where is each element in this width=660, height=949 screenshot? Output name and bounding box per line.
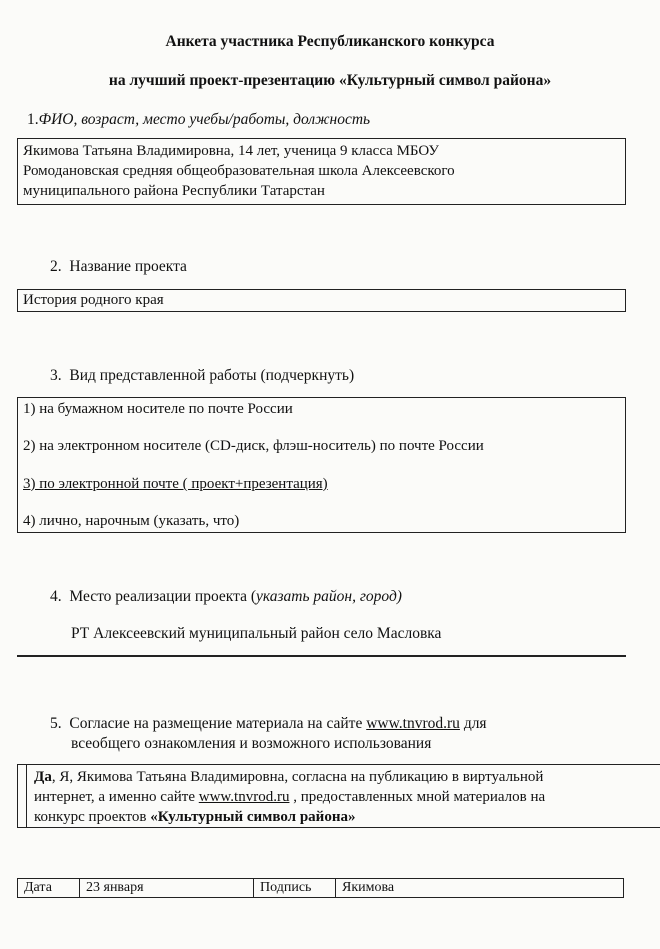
question-3-options-box	[17, 397, 626, 533]
form-subtitle: на лучший проект-презентацию «Культурный символ района»	[108, 72, 552, 89]
question-2	[50, 258, 187, 276]
consent-text-2-end: , предоставленных мной материалов на	[289, 789, 546, 805]
consent-text-1: , Я, Якимова Татьяна Владимировна, согласна на публикацию в виртуальной	[51, 769, 544, 785]
signature-value[interactable]: Якимова	[342, 880, 395, 895]
consent-line-3	[34, 809, 355, 826]
question-1-number: 1.	[27, 111, 39, 128]
date-label: Дата	[18, 879, 80, 897]
consent-box	[17, 764, 660, 828]
consent-text-2: интернет, а именно сайте	[34, 789, 199, 805]
consent-line-2	[34, 789, 545, 806]
question-2-label: Название проекта	[69, 258, 187, 275]
question-5-label: Согласие на размещение материала на сайте	[69, 715, 367, 732]
option-electronic-media[interactable]: 2) на электронном носителе (CD-диск, флэш-носитель) по почте России	[23, 438, 484, 454]
consent-tnvrod-link[interactable]: www.tnvrod.ru	[198, 789, 290, 805]
question-3	[50, 367, 354, 385]
question-5-label-end: для	[459, 715, 487, 732]
consent-text-3: конкурс проектов	[34, 809, 151, 825]
consent-yes: Да	[34, 769, 52, 785]
option-paper-mail[interactable]: 1) на бумажном носителе по почте России	[23, 401, 293, 417]
question-1-answer-box[interactable]	[17, 138, 626, 205]
option-email-selected[interactable]: 3) по электронной почте ( проект+презентация)	[23, 476, 328, 492]
option-in-person[interactable]: 4) лично, нарочным (указать, что)	[23, 513, 240, 529]
tnvrod-link[interactable]: www.tnvrod.ru	[366, 715, 460, 732]
question-4	[50, 588, 402, 606]
question-5	[50, 715, 487, 733]
question-4-hint: указать район, город)	[256, 588, 402, 605]
consent-box-inner-rule	[26, 765, 27, 827]
question-1	[27, 111, 370, 129]
question-2-number: 2.	[50, 258, 62, 275]
question-3-label: Вид представленной работы (подчеркнуть)	[69, 367, 355, 384]
location-underline	[17, 655, 626, 657]
signature-label: Подпись	[254, 879, 336, 897]
question-3-number: 3.	[50, 367, 62, 384]
project-name-value: История родного края	[23, 292, 164, 308]
answer-line: Якимова Татьяна Владимировна, 14 лет, ученица 9 класса МБОУ	[23, 143, 440, 159]
question-4-label: Место реализации проекта (	[69, 588, 256, 605]
question-5-number: 5.	[50, 715, 62, 732]
question-1-label: ФИО, возраст, место учебы/работы, должность	[38, 111, 371, 128]
location-value[interactable]: РТ Алексеевский муниципальный район село Масловка	[71, 625, 442, 642]
form-title: Анкета участника Республиканского конкурса	[165, 33, 495, 50]
footer-table	[17, 878, 624, 898]
consent-line-1	[34, 769, 543, 786]
answer-line: муниципального района Республики Татарстан	[23, 183, 325, 199]
question-5-label-line2: всеобщего ознакомления и возможного использования	[71, 735, 432, 752]
contest-name-bold: «Культурный символ района»	[150, 809, 356, 825]
answer-line: Ромодановская средняя общеобразовательная школа Алексеевского	[23, 163, 455, 179]
question-2-answer-box[interactable]	[17, 289, 626, 312]
question-4-number: 4.	[50, 588, 62, 605]
date-value[interactable]: 23 января	[80, 879, 254, 897]
